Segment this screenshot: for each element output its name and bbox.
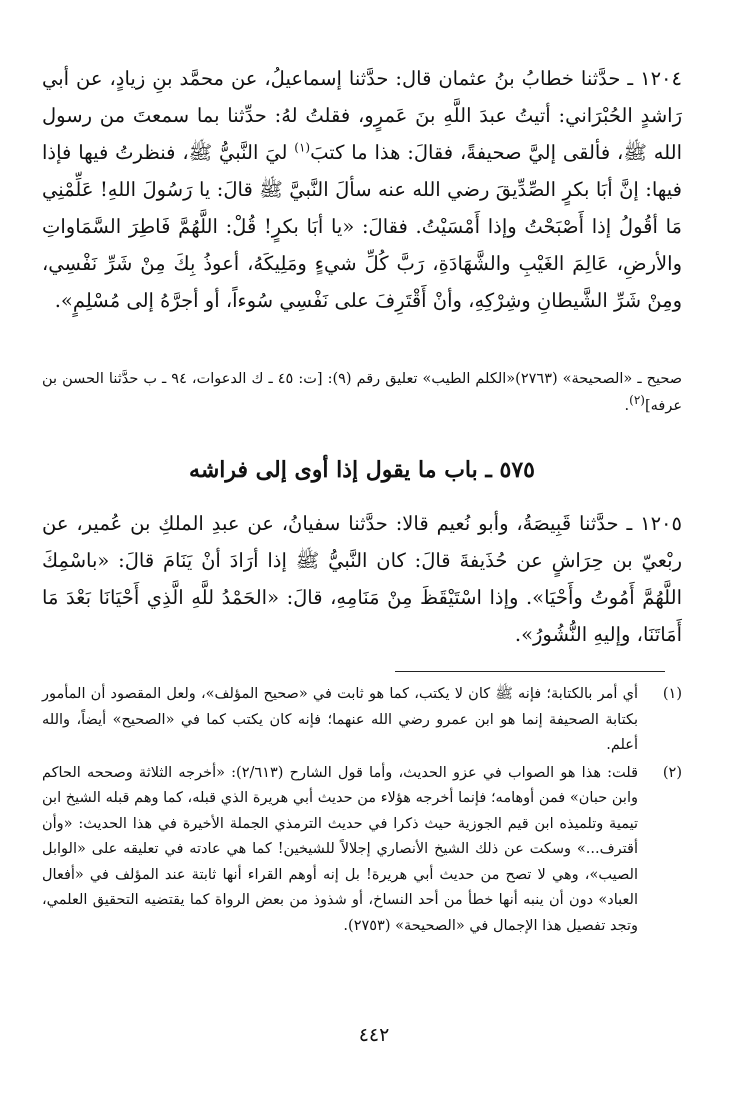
source-end: . (624, 398, 630, 414)
footnote-number: (١) (662, 686, 682, 702)
footnote-text: قلت: هذا هو الصواب في عزو الحديث، وأما قول الشارح (٢/٦١٣): «أخرجه الثلاثة وصححه الحاكم وابن حبان» فمن أوهامه؛ فإنما أخرجه هؤلاء من حديث أبي هريرة الذي قبله، كما وهم قبله الشيخ ابن تيمية وتلميذه ابن قيم الجوزية حيث ذكرا في حديث الترمذي الجملة الأخيرة في هذا الحديث: «وأن أقترف...» وسكت عن ذلك الشيخ الأنصاري إجلالاً للشيخين! كما هي عادته في تعليقه على «الوابل الصيب»، وهي لا تصح من حديث أبي هريرة! بل إنه أوهم القراء أنها ثابتة عند المؤلف في «أفعال العباد» دون أن ينبه أنها خطأ من أحد النساخ، أو شذوذ من بعض الرواة كما يقتضيه التحقيق العلمي، وتجد تفصيل هذا الإجمال في «الصحيحة» (٢٧٥٣). (42, 764, 638, 934)
source-text: صحيح ـ «الصحيحة» (٢٧٦٣)«الكلم الطيب» تعليق رقم (٩): [ت: ٤٥ ـ ك الدعوات، ٩٤ ـ ب حدَّثنا الحسن بن عرفه] (42, 371, 683, 414)
footnote-number: (٢) (662, 764, 682, 781)
hadith-1204 (42, 60, 682, 319)
footnote-ref-2: (٢) (629, 393, 645, 408)
hadith-1204-source (42, 366, 682, 420)
hadith-1205-text: ١٢٠٥ ـ حدَّثنا قَبِيصَةُ، وأبو نُعيم قالا: حدَّثنا سفيانُ، عن عبدِ الملكِ بن عُمير، عن ربْعيّ بن حِرَاشٍ عن حُذَيفةَ قالَ: كان النَّبيُّ ﷺ إذا أرَادَ أنْ يَنَامَ قالَ: «باسْمِكَ اللَّهُمَّ أَمُوتُ وأَحْيَا». وإذا اسْتَيْقَظَ مِنْ مَنَامِهِ، قالَ: «الحَمْدُ للَّهِ الَّذِي أَحْيَانَا بَعْدَ مَا أَمَاتَنَا، وإليهِ النُّشُورُ». (42, 512, 682, 646)
footnotes (42, 682, 682, 941)
source-line (42, 366, 682, 420)
chapter-title: ٥٧٥ ـ باب ما يقول إذا أوى إلى فراشه (189, 457, 535, 483)
footnote-divider (395, 671, 665, 672)
page-number: ٤٤٢ (358, 1024, 390, 1046)
footnote-2 (42, 761, 682, 940)
hadith-1204-text-part2: ليَ النَّبيُّ ﷺ، فنظرتُ فيها فإذا فيها: إنَّ أبَا بكرٍ الصِّدِّيقَ رضي الله عنه سألَ النَّبيَّ ﷺ قالَ: يا رَسُولَ اللهِ! عَلِّمْنِي مَا أقُولُ إذا أَصْبَحْتُ وإذا أَمْسَيْتُ. فقالَ: «يا أبَا بكرٍ! قُلْ: اللَّهُمَّ فَاطِرَ السَّمَاواتِ والأرضِ، عَالِمَ الغَيْبِ والشَّهَادَةِ، رَبَّ كُلِّ شيءٍ ومَلِيكَهُ، أعوذُ بِكَ مِنْ شَرِّ نَفْسِي، ومِنْ شَرِّ الشَّيطانِ وشِرْكِهِ، وأنْ أَقْتَرِفَ على نَفْسِي سُوءاً، أو أجرَّهُ إلى مُسْلِمٍ». (42, 141, 682, 312)
hadith-1205 (42, 505, 682, 653)
hadith-1204-text (42, 60, 682, 319)
footnote-1 (42, 682, 682, 759)
hadith-1204-text-part1: ١٢٠٤ ـ حدَّثنا خطابُ بنُ عثمان قال: حدَّثنا إسماعيلُ، عن محمَّد بنِ زيادٍ، عن أبي رَاشدٍ الحُبْرَاني: أتيتُ عبدَ اللَّهِ بنَ عَمرٍو، فقلتُ لهُ: حدِّثنا بما سمعتَ من رسول الله ﷺ، فألقى إليَّ صحيفةً، فقالَ: هذا ما كتبَ (42, 67, 683, 164)
footnote-text: أي أمر بالكتابة؛ فإنه ﷺ كان لا يكتب، كما هو ثابت في «صحيح المؤلف»، ولعل المقصود أن المأمور بكتابة الصحيفة إنما هو ابن عمرو رضي الله عنهما؛ فإنه كان يكتب كما في «الصحيح» أيضاً، والله أعلم. (42, 686, 638, 753)
footnote-ref-1: (١) (294, 140, 311, 155)
